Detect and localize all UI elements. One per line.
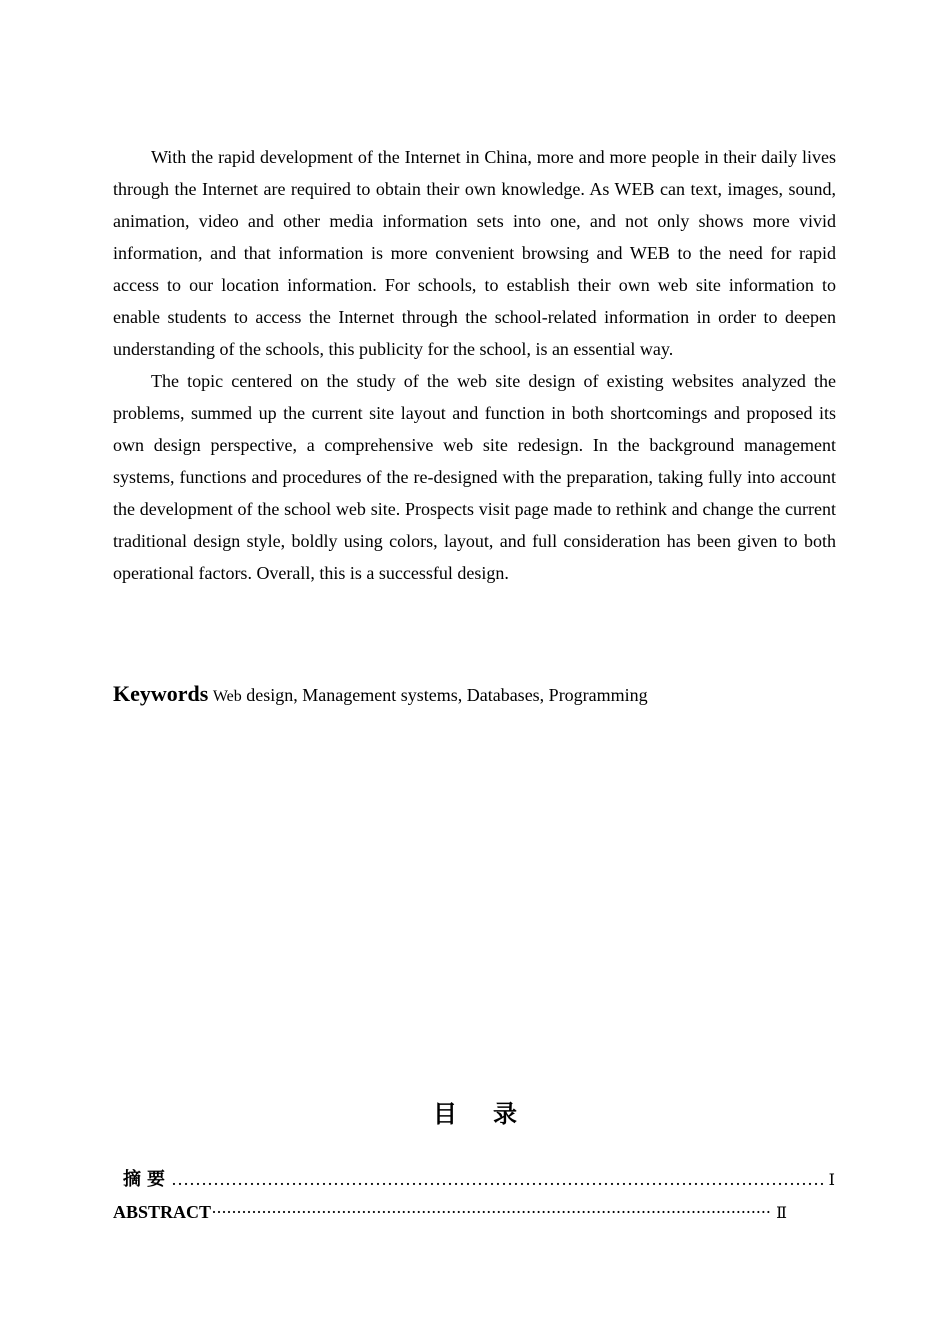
abstract-body [113,141,836,589]
toc-entry-abstract-en[interactable] [113,1197,787,1229]
toc-entry-label: ABSTRACT [113,1202,212,1222]
toc-dot-leader [171,1164,823,1194]
toc-entry-page: Ⅰ [828,1172,835,1189]
toc-entry-label: 摘要 [123,1169,171,1190]
keywords-list: design, Management systems, Databases, Programming [246,685,648,705]
keywords-label: Keywords [113,681,209,706]
toc-title: 目录 [433,1100,553,1128]
keywords-line [113,676,836,715]
toc-dot-leader [211,1197,770,1227]
toc-entry-abstract-cn[interactable] [113,1164,835,1196]
toc-entry-page: Ⅱ [776,1205,787,1222]
abstract-paragraph-2: The topic centered on the study of the web site design of existing websites analyzed the problems, summed up the current site layout and function in both shortcomings and proposed its own design perspective, a comprehensive web site redesign. In the background management systems, functions and procedures of the re-designed with the preparation, taking fully into account the development of the school web site. Prospects visit page made to rethink and change the current traditional design style, boldly using colors, layout, and full consideration has been given to both operational factors. Overall, this is a successful design. [113,371,836,583]
keywords-first-word: Web [212,688,242,705]
abstract-paragraph-1: With the rapid development of the Internet in China, more and more people in their daily lives through the Internet are required to obtain their own knowledge. As WEB can text, images, sound, animation, video and other media information sets into one, and not only shows more vivid information, and that information is more convenient browsing and WEB to the need for rapid access to our location information. For schools, to establish their own web site information to enable students to access the Internet through the school-related information in order to deepen understanding of the schools, this publicity for the school, is an essential way. [113,147,836,359]
